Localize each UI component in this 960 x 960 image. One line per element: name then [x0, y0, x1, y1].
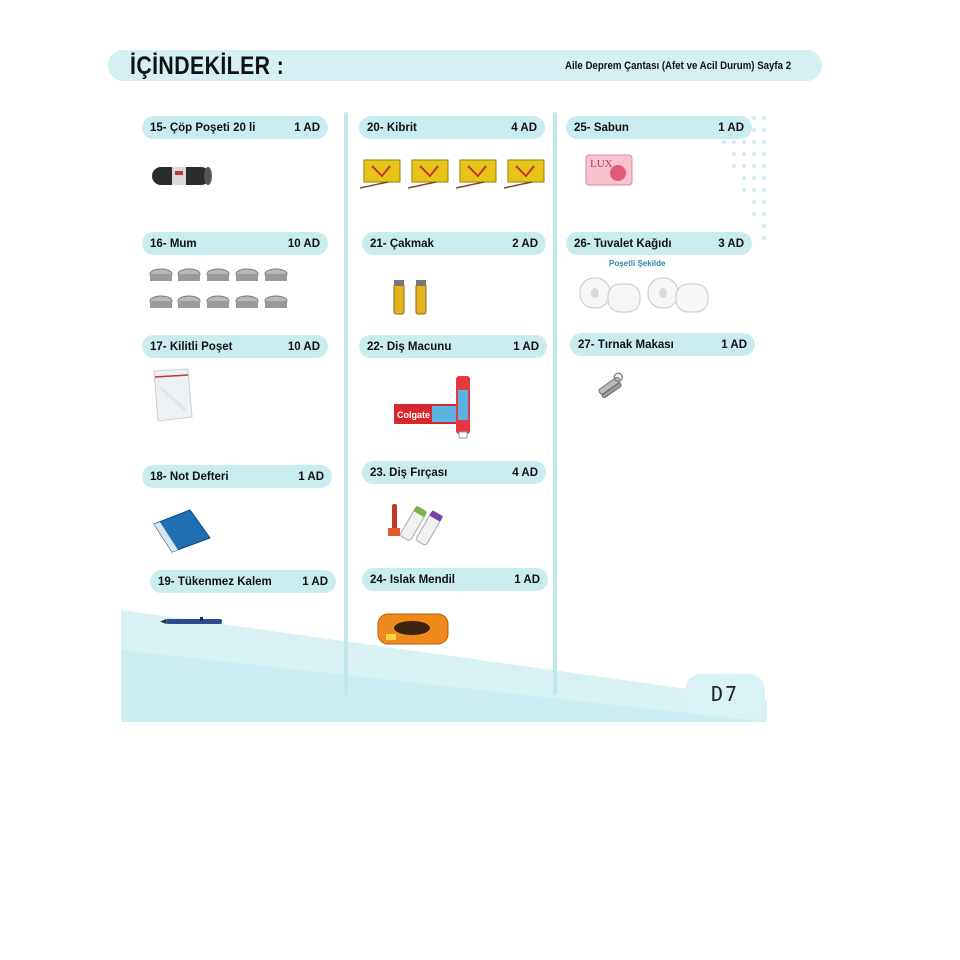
item-quantity: 1 AD — [302, 575, 328, 588]
zip-bag-icon — [150, 367, 196, 423]
item-label: 25- Sabun — [574, 121, 629, 134]
column-divider-1 — [344, 112, 348, 695]
page-code-badge: D7 — [685, 674, 765, 714]
item-quantity: 1 AD — [298, 470, 324, 483]
page-title: İÇİNDEKİLER : — [130, 52, 285, 80]
item-16-pill — [142, 232, 328, 255]
nail-clipper-icon — [594, 370, 628, 402]
item-quantity: 4 AD — [511, 121, 537, 134]
notebook-icon — [152, 508, 212, 554]
item-label: 27- Tırnak Makası — [578, 338, 674, 351]
item-label: 18- Not Defteri — [150, 470, 229, 483]
item-quantity: 1 AD — [513, 340, 539, 353]
matchbox-icon — [360, 156, 546, 192]
item-25-pill — [566, 116, 752, 139]
item-quantity: 1 AD — [721, 338, 747, 351]
page-subtitle: Aile Deprem Çantası (Afet ve Acil Durum) Sayfa 2 — [565, 60, 792, 72]
lighter-icon — [392, 278, 432, 316]
toothpaste-brand: Colgate — [397, 410, 431, 420]
toothbrush-icon — [386, 500, 444, 546]
item-19-pill — [150, 570, 336, 593]
wet-wipes-icon — [376, 610, 450, 648]
ballpoint-pen-icon — [160, 614, 226, 630]
item-quantity: 10 AD — [287, 237, 320, 250]
item-quantity: 2 AD — [512, 237, 538, 250]
item-23-pill — [362, 461, 546, 484]
item-17-pill — [142, 335, 328, 358]
toilet-paper-icon — [578, 272, 712, 316]
item-label: 19- Tükenmez Kalem — [158, 575, 272, 588]
item-20-pill — [359, 116, 545, 139]
item-quantity: 4 AD — [512, 466, 538, 479]
item-quantity: 1 AD — [514, 573, 540, 586]
toilet-paper-note: Poşetli Şekilde — [609, 259, 666, 268]
item-quantity: 1 AD — [718, 121, 744, 134]
item-label: 22- Diş Macunu — [367, 340, 452, 353]
item-quantity: 3 AD — [718, 237, 744, 250]
item-label: 23. Diş Fırçası — [370, 466, 448, 479]
item-24-pill — [362, 568, 548, 591]
tealight-candles-icon — [148, 262, 292, 314]
garbage-bag-icon — [150, 163, 214, 189]
soap-icon — [584, 153, 634, 187]
item-label: 17- Kilitli Poşet — [150, 340, 233, 353]
item-quantity: 10 AD — [287, 340, 320, 353]
item-label: 26- Tuvalet Kağıdı — [574, 237, 672, 250]
item-label: 16- Mum — [150, 237, 197, 250]
item-15-pill — [142, 116, 328, 139]
item-26-pill — [566, 232, 752, 255]
column-divider-2 — [553, 112, 557, 695]
item-18-pill — [142, 465, 332, 488]
toothpaste-icon — [392, 374, 478, 440]
item-21-pill — [362, 232, 546, 255]
item-label: 21- Çakmak — [370, 237, 434, 250]
item-quantity: 1 AD — [294, 121, 320, 134]
item-label: 20- Kibrit — [367, 121, 417, 134]
item-22-pill — [359, 335, 547, 358]
item-label: 24- Islak Mendil — [370, 573, 456, 586]
soap-brand: LUX — [590, 158, 613, 170]
item-27-pill — [570, 333, 755, 356]
item-label: 15- Çöp Poşeti 20 li — [150, 121, 256, 134]
